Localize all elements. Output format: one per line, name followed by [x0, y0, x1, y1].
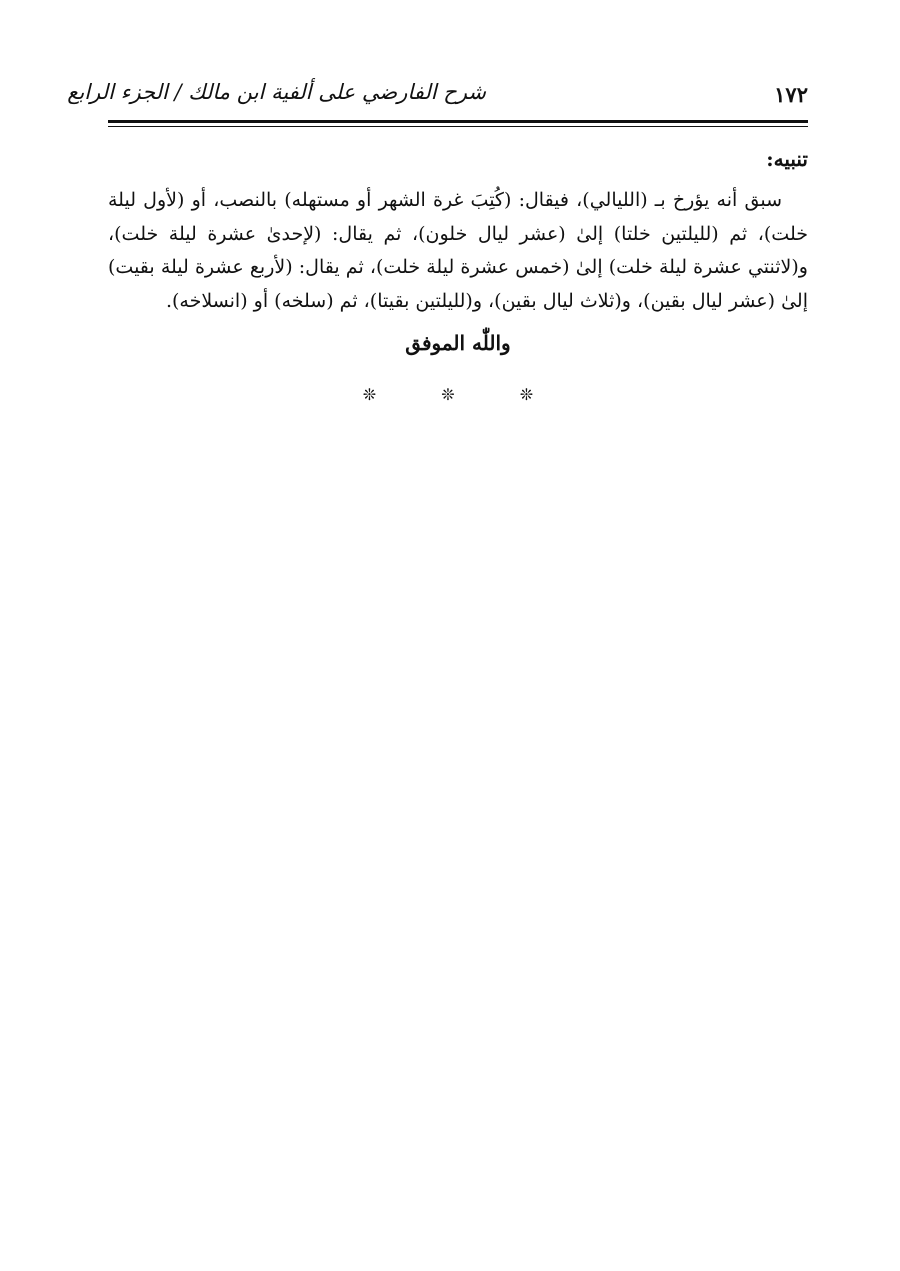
- header-rule-thick: [108, 120, 808, 123]
- separator-star-icon: ❊: [362, 385, 397, 405]
- page-header: [67, 72, 808, 126]
- separator-star-icon: ❊: [441, 385, 475, 405]
- running-title: شرح الفارضي على ألفية ابن مالك / الجزء الرابع: [67, 80, 486, 104]
- note-heading: تنبيه:: [766, 147, 808, 171]
- separator-star-icon: ❊: [519, 385, 554, 405]
- body-paragraph: سبق أنه يؤرخ بـ (الليالي)، فيقال: (كُتِبَ غرة الشهر أو مستهله) بالنصب، أو (لأول ليلة خلت)، ثم (لليلتين خلتا) إلىٰ (عشر ليال خلون)، ثم يقال: (لإحدىٰ عشرة ليلة خلت)، و(لاثنتي عشرة ليلة خلت) إلىٰ (خمس عشرة ليلة خلت)، ثم يقال: (لأربع عشرة ليلة بقيت) إلىٰ (عشر ليال بقين)، و(ثلاث ليال بقين)، و(لليلتين بقيتا)، ثم (سلخه) أو (انسلاخه).: [108, 189, 808, 312]
- header-rule-thin: [108, 126, 808, 127]
- page-body: [108, 142, 808, 410]
- section-separator: [108, 380, 808, 410]
- closing-phrase: واللّٰه الموفق: [405, 331, 511, 356]
- page-number: ١٧٢: [774, 82, 808, 107]
